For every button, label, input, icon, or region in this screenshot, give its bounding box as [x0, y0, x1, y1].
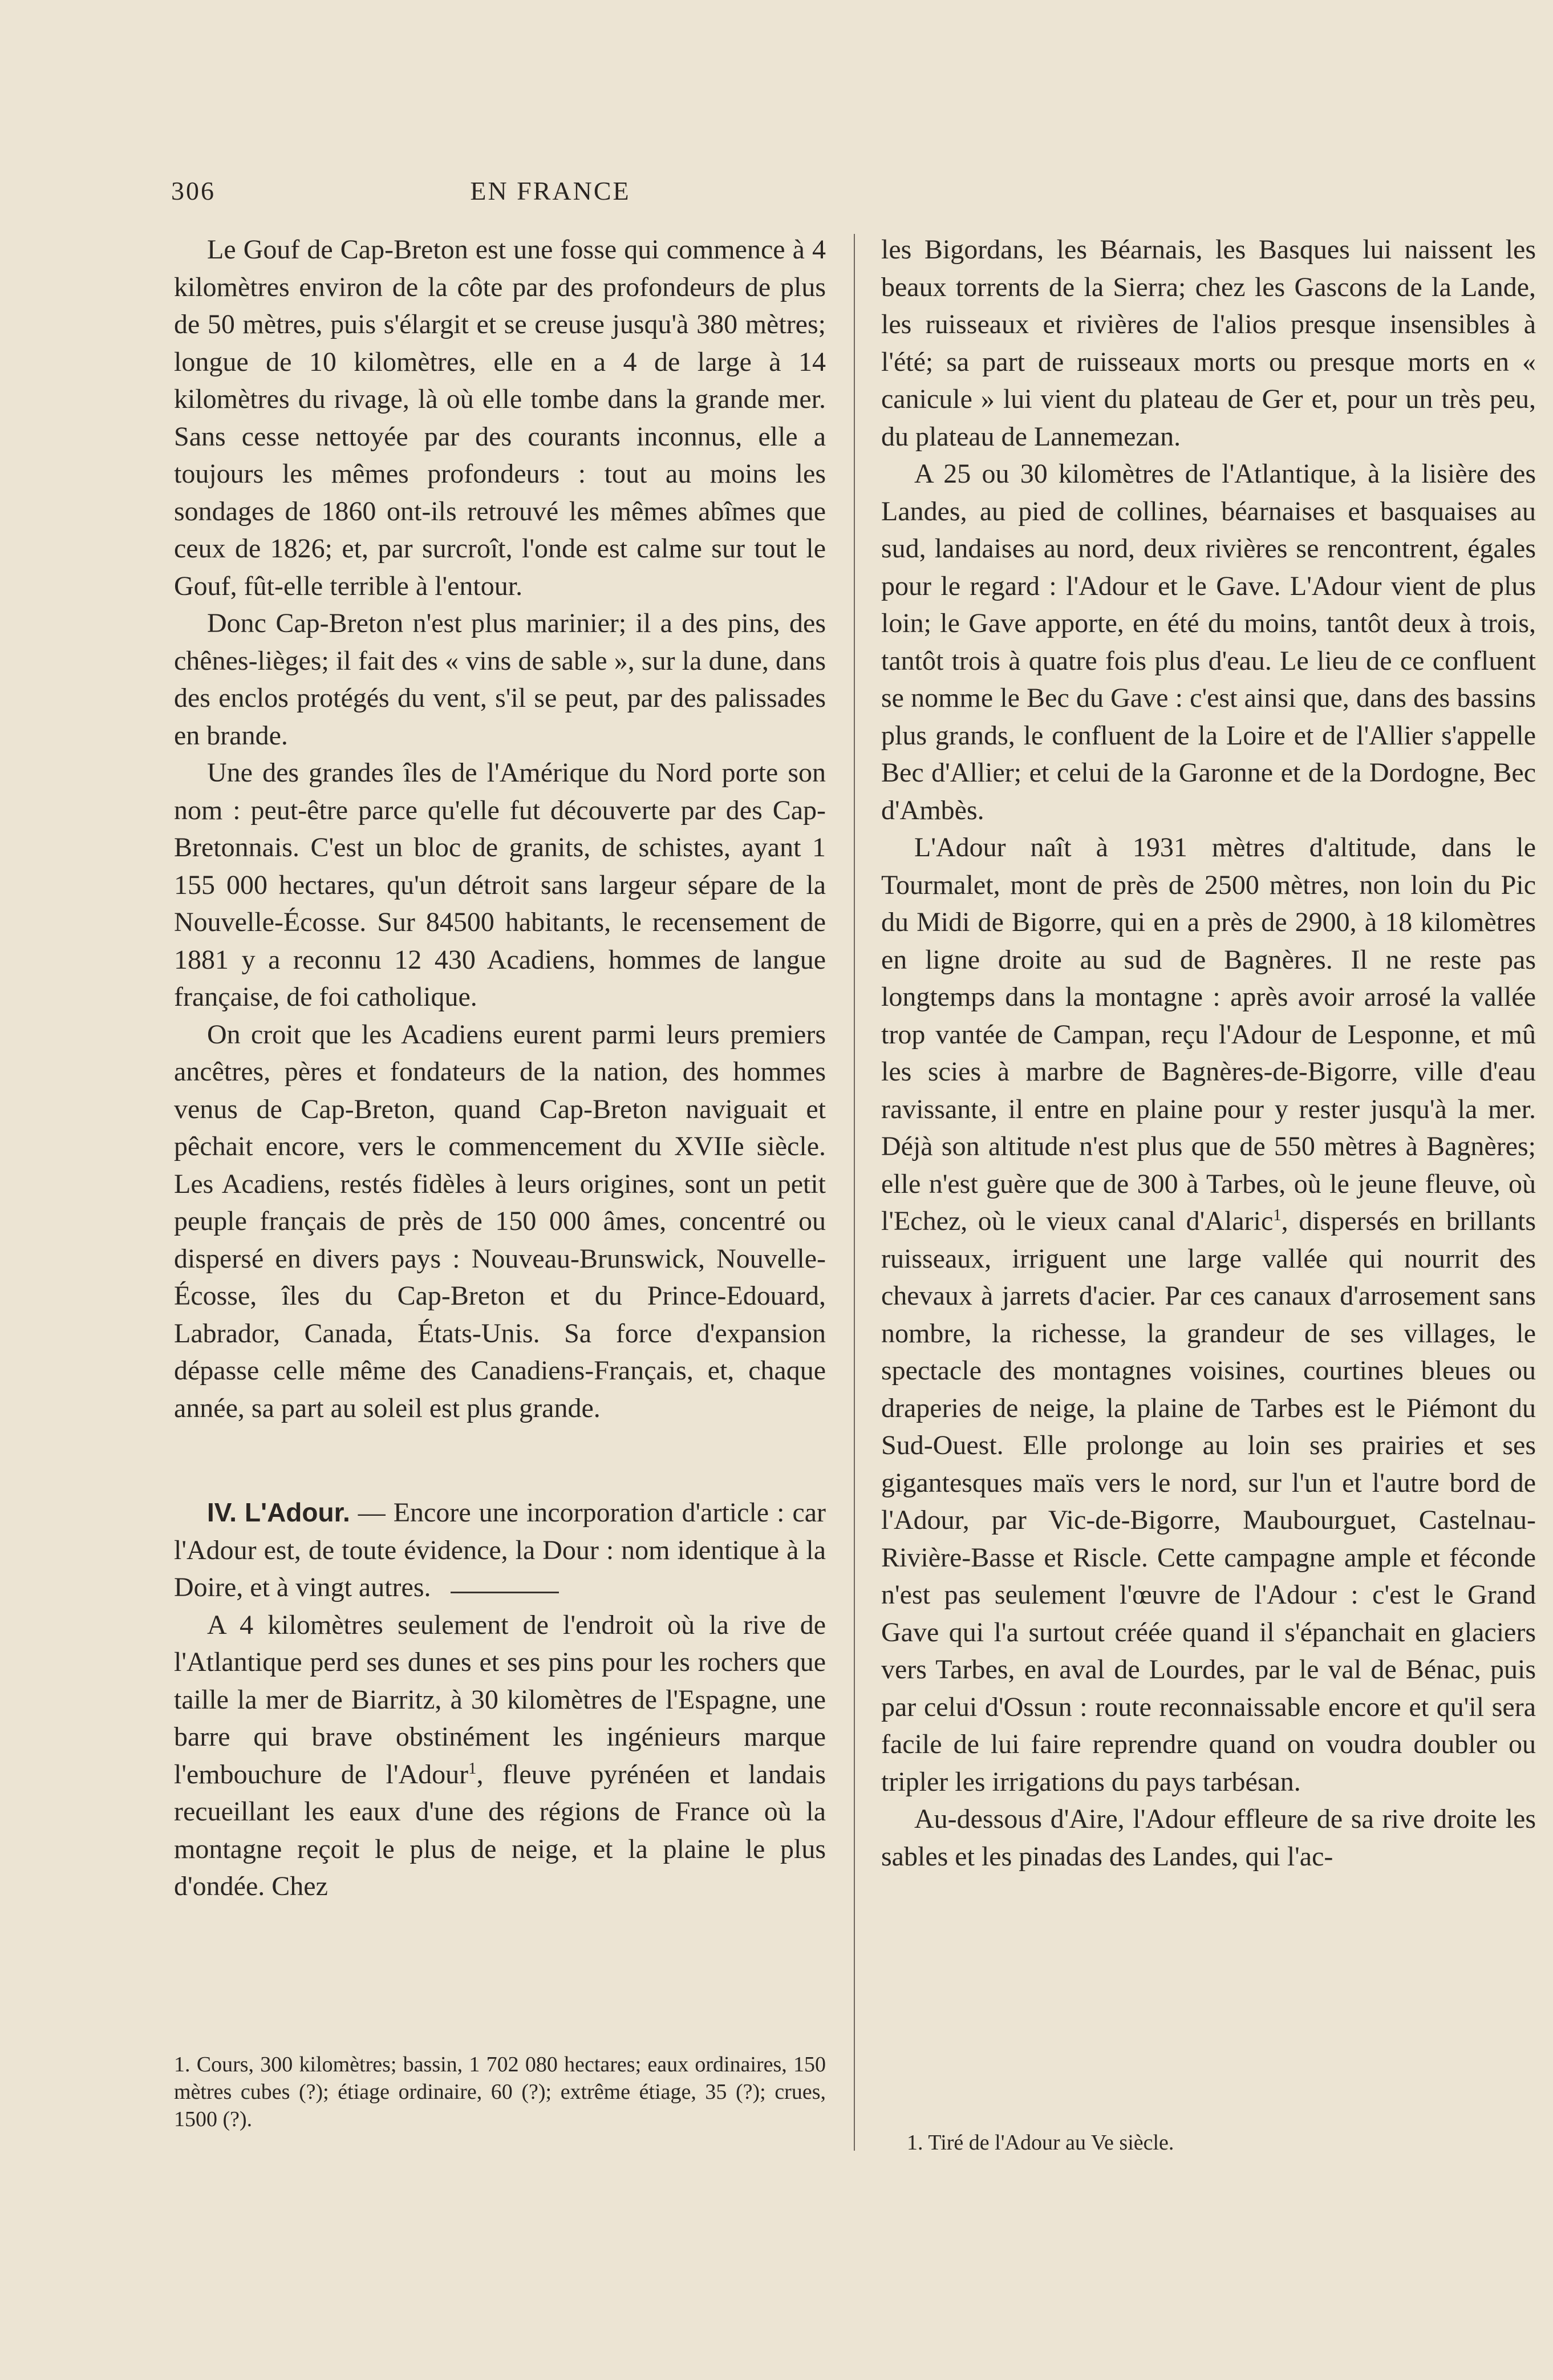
page-number: 306	[171, 176, 216, 205]
section-spacer	[174, 1427, 826, 1494]
footnote-marker: 1	[1273, 1206, 1282, 1224]
running-header	[171, 176, 930, 210]
right-column	[881, 231, 1536, 1875]
section-title: L'Adour.	[245, 1497, 350, 1527]
paragraph-ile-cap-breton: Une des grandes îles de l'Amérique du Nord porte son nom : peut-être parce qu'elle fut découverte par des Cap-Bretonnais. C'est un bloc de granits, de schistes, ayant 1 155 000 hectares, qu'un détroit sans largeur sépare de la Nouvelle-Écosse. Sur 84500 habitants, le recensement de 1881 y a reconnu 12 430 Acadiens, hommes de langue française, de foi catholique.	[174, 758, 826, 1012]
paragraph-embouchure-a: A 4 kilomètres seulement de l'endroit où la rive de l'Atlantique perd ses dunes et ses pins pour les rochers que taille la mer de Biarritz, à 30 kilomètres de l'Espagne, une barre qui brave obstinément les ingénieurs marque l'embouchure de l'Adour	[174, 1609, 826, 1790]
paragraph-source-b: , dispersés en brillants ruisseaux, irriguent une large vallée qui nourrit des chevaux à jarrets d'acier. Par ces canaux d'arrosement sans nombre, la richesse, la grandeur de ses villages, le spectacle des montagnes voisines, courtines bleues ou draperies de neige, la plaine de Tarbes est le Piémont du Sud-Ouest. Elle prolonge au loin ses prairies et ses gigantesques maïs vers le nord, sur l'un et l'autre bord de l'Adour, par Vic-de-Bigorre, Maubourguet, Castelnau-Rivière-Basse et Riscle. Cette campagne ample et féconde n'est pas seulement l'œuvre de l'Adour : c'est le Grand Gave qui l'a surtout créée quand il s'épanchait en glaciers vers Tarbes, en aval de Lourdes, par le val de Bénac, puis par celui d'Ossun : route reconnaissable encore et qu'il sera facile de lui faire reprendre quand on voudra doubler ou tripler les irrigations du pays tarbésan.	[881, 1206, 1536, 1797]
left-column	[174, 231, 826, 1905]
paragraph-embouchure	[174, 1606, 826, 1905]
section-intro-text: — Encore une incorporation d'article : car l'Adour est, de toute évidence, la Dour : nom identique à la Doire, et à vingt autres.	[174, 1497, 826, 1602]
column-divider	[854, 234, 855, 2151]
paragraph-confluent: A 25 ou 30 kilomètres de l'Atlantique, à la lisière des Landes, au pied de collines, béarnaises et basquaises au sud, landaises au nord, deux rivières se rencontrent, égales pour le regard : l'Adour et le Gave. L'Adour vient de plus loin; le Gave apporte, en été du moins, tantôt deux à trois, tantôt trois à quatre fois plus d'eau. Le lieu de ce confluent se nomme le Bec du Gave : c'est ainsi que, dans des bassins plus grands, le confluent de la Loire et de l'Allier s'appelle Bec d'Allier; et celui de la Garonne et de la Dordogne, Bec d'Ambès.	[881, 459, 1536, 825]
paragraph-acadiens: On croit que les Acadiens eurent parmi leurs premiers ancêtres, pères et fondateurs de la nation, des hommes venus de Cap-Breton, quand Cap-Breton naviguait et pêchait encore, vers le commencement du XVIIe siècle. Les Acadiens, restés fidèles à leurs origines, sont un petit peuple français de près de 150 000 âmes, concentré ou dispersé en divers pays : Nouveau-Brunswick, Nouvelle-Écosse, îles du Cap-Breton et du Prince-Edouard, Labrador, Canada, États-Unis. Sa force d'expansion dépasse celle même des Canadiens-Français, et, chaque année, sa part au soleil est plus grande.	[174, 1019, 826, 1423]
paragraph-source-a: L'Adour naît à 1931 mètres d'altitude, dans le Tourmalet, mont de près de 2500 mètres, non loin du Pic du Midi de Bigorre, qui en a près de 2900, à 18 kilomètres en ligne droite au sud de Bagnères. Il ne reste pas longtemps dans la montagne : après avoir arrosé la vallée trop vantée de Campan, reçu l'Adour de Lesponne, et mû les scies à marbre de Bagnères-de-Bigorre, ville d'eau ravissante, il entre en plaine pour y rester jusqu'à la mer. Déjà son altitude n'est plus que de 550 mètres à Bagnères; elle n'est guère que de 300 à Tarbes, où le jeune fleuve, où l'Echez, où le vieux canal d'Alaric	[881, 832, 1536, 1236]
paragraph-cap-breton: Donc Cap-Breton n'est plus marinier; il a des pins, des chênes-lièges; il fait des « vins de sable », sur la dune, dans des enclos protégés du vent, s'il se peut, par des palissades en brande.	[174, 608, 826, 751]
running-title: EN FRANCE	[470, 176, 631, 205]
footnote-marker: 1	[468, 1759, 477, 1778]
paragraph-embouchure-b: , fleuve pyrénéen et landais recueillant les eaux d'une des régions de France où la montagne reçoit le plus de neige, et la plaine le plus d'ondée. Chez	[174, 1759, 826, 1901]
paragraph-continuation: les Bigordans, les Béarnais, les Basques lui naissent les beaux torrents de la Sierra; chez les Gascons de la Lande, les ruisseaux et rivières de l'alios presque insensibles à l'été; sa part de ruisseaux morts ou presque morts en « canicule » lui vient du plateau de Ger et, pour un très peu, du plateau de Lannemezan.	[881, 234, 1536, 452]
paragraph-gouf: Le Gouf de Cap-Breton est une fosse qui commence à 4 kilomètres environ de la côte par des profondeurs de plus de 50 mètres, puis s'élargit et se creuse jusqu'à 380 mètres; longue de 10 kilomètres, elle en a 4 de large à 14 kilomètres du rivage, là où elle tombe dans la grande mer. Sans cesse nettoyée par des courants inconnus, elle a toujours les mêmes profondeurs : tout au moins les sondages de 1860 ont-ils retrouvé les mêmes abîmes que ceux de 1826; et, par surcroît, l'onde est calme sur tout le Gouf, fût-elle terrible à l'entour.	[174, 234, 826, 601]
section-separator	[451, 1592, 559, 1593]
section-number: IV.	[207, 1497, 237, 1527]
section-intro	[174, 1494, 826, 1606]
paragraph-aire: Au-dessous d'Aire, l'Adour effleure de sa rive droite les sables et les pinadas des Landes, qui l'ac-	[881, 1804, 1536, 1872]
footnote-left: 1. Cours, 300 kilomètres; bassin, 1 702 080 hectares; eaux ordinaires, 150 mètres cubes (?); étiage ordinaire, 60 (?); extrême étiage, 35 (?); crues, 1500 (?).	[174, 2053, 826, 2131]
paragraph-source	[881, 829, 1536, 1800]
footnote-right: 1. Tiré de l'Adour au Ve siècle.	[907, 2131, 1174, 2155]
